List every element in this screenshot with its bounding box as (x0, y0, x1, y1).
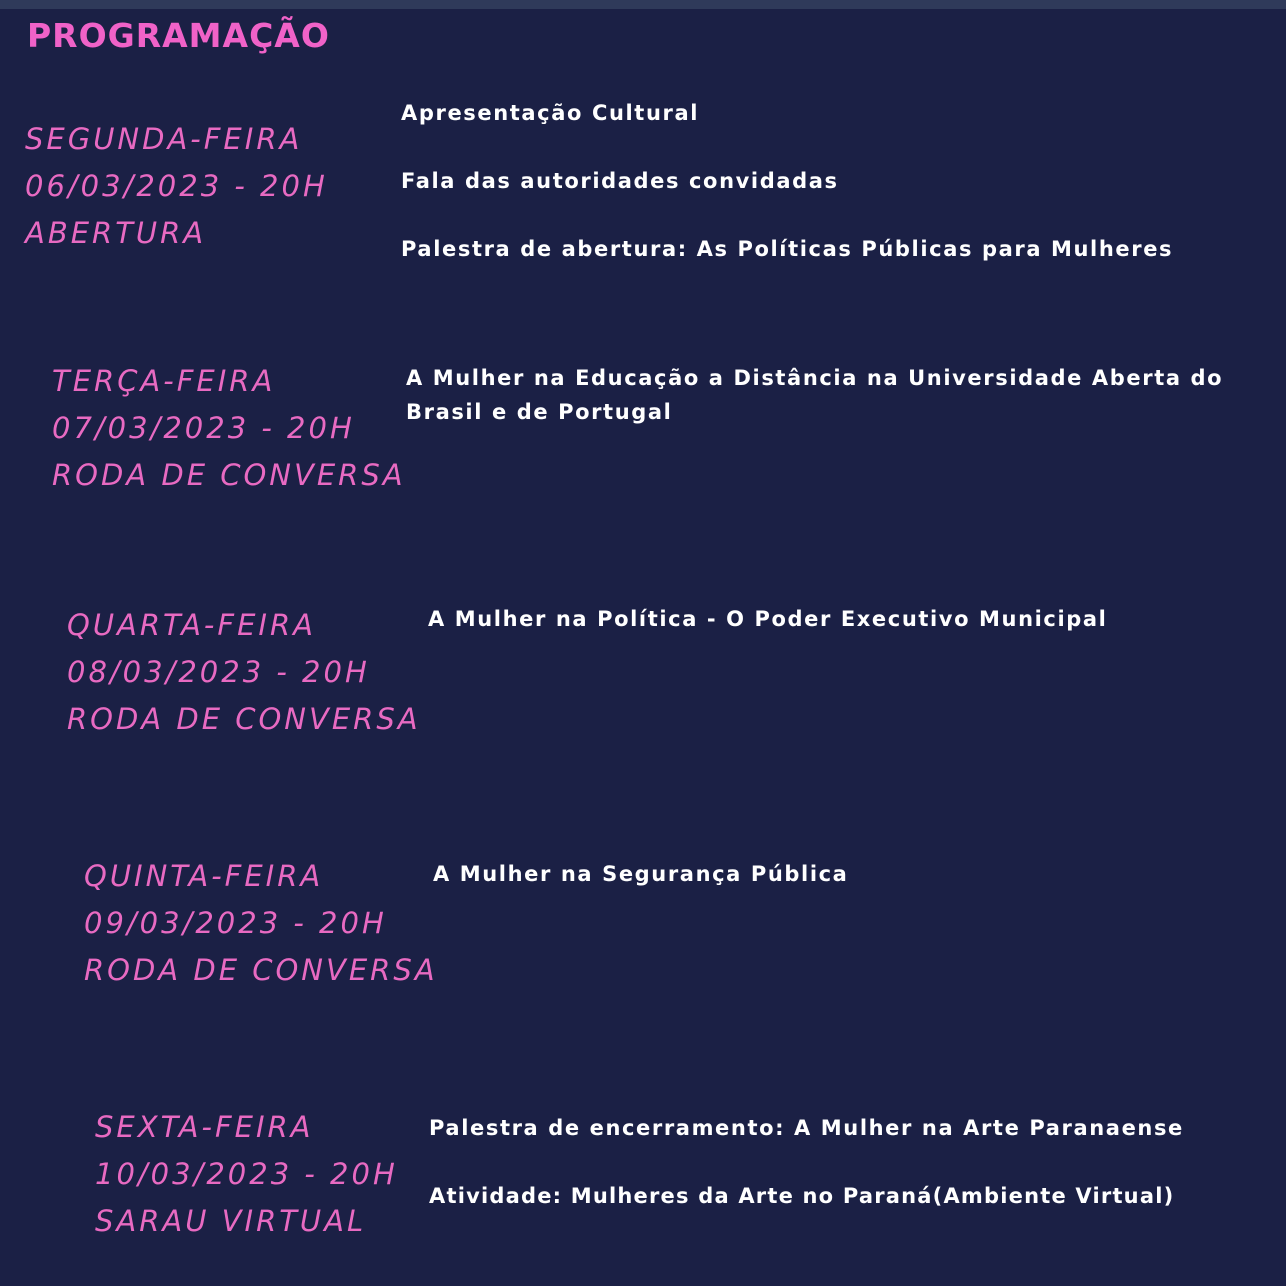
day-name: SEGUNDA-FEIRA (25, 122, 303, 156)
schedule-item: A Mulher na Política - O Poder Executivo Municipal (428, 607, 1108, 631)
day-name: TERÇA-FEIRA (52, 364, 276, 398)
day-type: RODA DE CONVERSA (52, 458, 406, 492)
page-title: PROGRAMAÇÃO (27, 16, 330, 55)
day-block-tuesday (52, 358, 406, 499)
day-date: 09/03/2023 - 20H (84, 906, 387, 940)
day-type: SARAU VIRTUAL (95, 1204, 367, 1238)
day-name: QUINTA-FEIRA (84, 859, 324, 893)
schedule-item: Fala das autoridades convidadas (401, 169, 839, 193)
day-block-thursday (84, 853, 438, 994)
schedule-item: A Mulher na Educação a Distância na Universidade Aberta do Brasil e de Portugal (406, 366, 1224, 424)
day-type: ABERTURA (25, 216, 207, 250)
day-date: 07/03/2023 - 20H (52, 411, 355, 445)
schedule-item: A Mulher na Segurança Pública (433, 862, 849, 886)
day-date: 08/03/2023 - 20H (67, 655, 370, 689)
schedule-item: Apresentação Cultural (401, 101, 700, 125)
schedule-item: Palestra de abertura: As Políticas Públicas para Mulheres (401, 237, 1174, 261)
day-date: 06/03/2023 - 20H (25, 169, 328, 203)
day-date: 10/03/2023 - 20H (95, 1157, 398, 1191)
day-name: SEXTA-FEIRA (95, 1110, 314, 1144)
day-name: QUARTA-FEIRA (67, 608, 316, 642)
day-type: RODA DE CONVERSA (67, 702, 421, 736)
day-type: RODA DE CONVERSA (84, 953, 438, 987)
day-block-friday (95, 1104, 398, 1245)
day-block-wednesday (67, 602, 421, 743)
day-block-monday (25, 116, 328, 257)
schedule-item: Palestra de encerramento: A Mulher na Arte Paranaense (429, 1116, 1184, 1140)
schedule-item: Atividade: Mulheres da Arte no Paraná(Ambiente Virtual) (429, 1184, 1175, 1208)
top-bar (0, 0, 1286, 9)
